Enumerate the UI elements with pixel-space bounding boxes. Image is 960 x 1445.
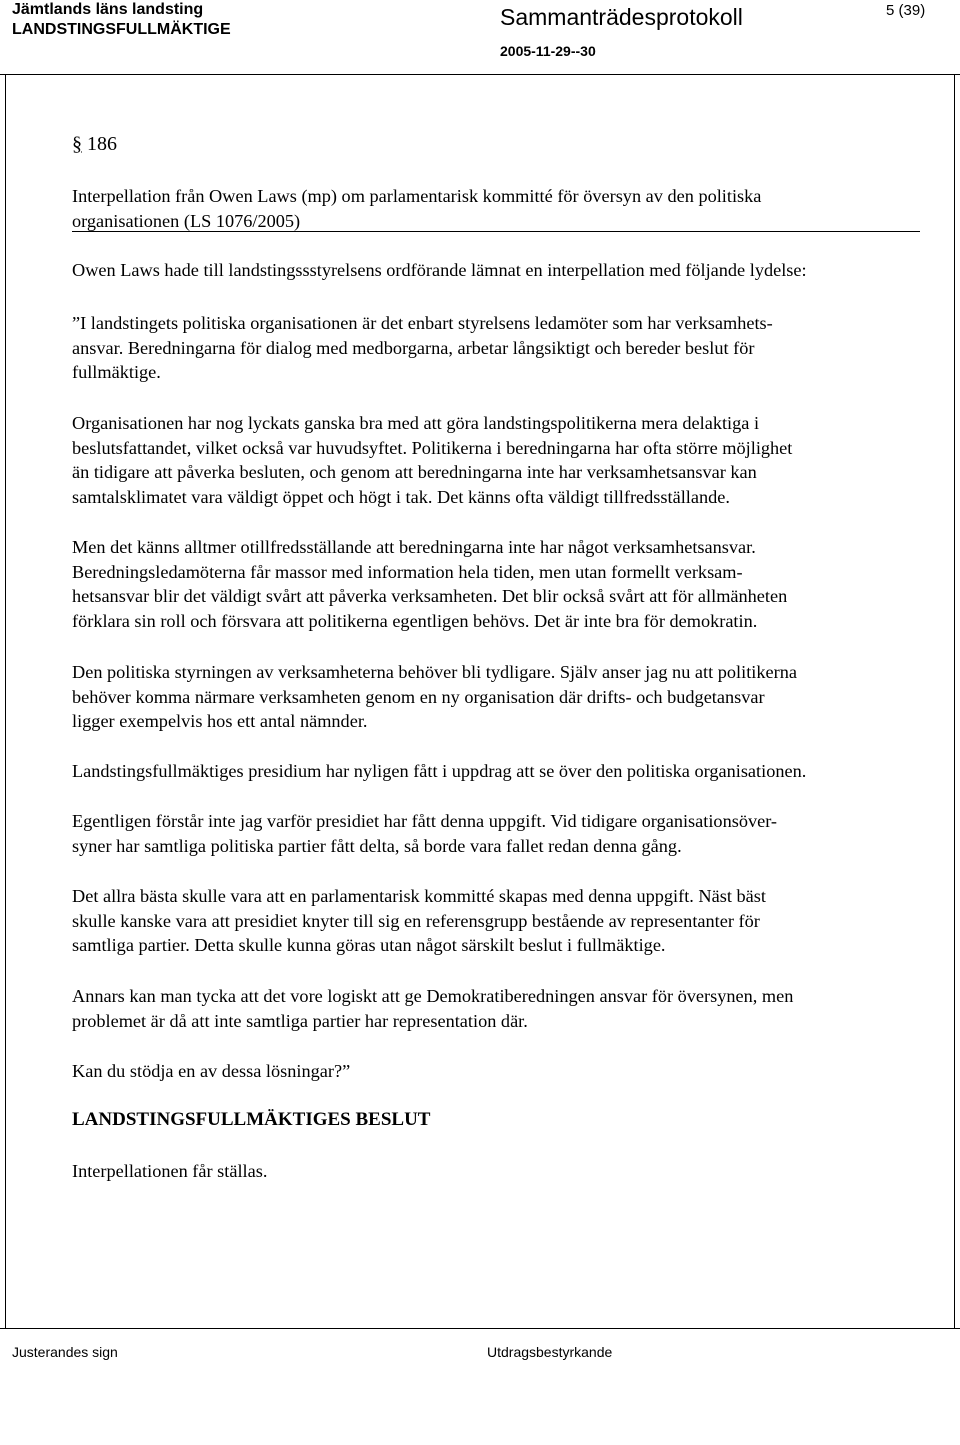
paragraph-line: Annars kan man tycka att det vore logiskt att ge Demokratiberedningen ansvar för översynen, men [72,986,794,1006]
paragraph-line: samtalsklimatet vara väldigt öppet och högt i tak. Det känns ofta väldigt tillfredsställande. [72,486,730,507]
paragraph-steering [72,660,940,734]
paragraph-quote-start [72,311,940,385]
item-title-line2: organisationen (LS 1076/2005) [72,210,301,231]
paragraph-sign: § [72,133,82,155]
footer-rule [0,1328,960,1329]
paragraph-line: förklara sin roll och försvara att politikerna egentligen behövs. Det är inte bra för demokratin. [72,610,758,631]
page-header [0,0,960,78]
paragraph-line: Men det känns alltmer otillfredsställande att beredningarna inte har något verksamhetsansvar. [72,537,756,557]
paragraph-line: hetsansvar blir det väldigt svårt att påverka verksamheten. Det blir också svårt att för allmänheten [72,586,788,607]
paragraph-line: ligger exempelvis hos ett antal nämnder. [72,711,368,732]
paragraph-alternative [72,984,940,1033]
frame-right-border [954,74,955,1328]
paragraph-line: syner har samtliga politiska partier fått delta, så borde vara fallet redan denna gång. [72,835,682,856]
paragraph-why-presidium [72,809,940,858]
paragraph-line: beslutsfattandet, vilket också var huvudsyftet. Politikerna i beredningarna har ofta större möjlighet [72,437,793,458]
paragraph-line: ”I landstingets politiska organisationen är det enbart styrelsens ledamöter som har verksamhets- [72,313,773,333]
document-title: Sammanträdesprotokoll [500,4,743,30]
organization-body: LANDSTINGSFULLMÄKTIGE [12,21,231,38]
paragraph-line: ansvar. Beredningarna för dialog med medborgarna, arbetar långsiktigt och bereder beslut för [72,337,755,358]
frame-left-border [5,74,6,1328]
page-number: 5 (39) [886,2,926,19]
title-underline [72,231,920,232]
paragraph-dissatisfaction [72,535,940,633]
footer-certification-label: Utdragsbestyrkande [487,1344,613,1360]
paragraph-organisation [72,411,940,509]
meeting-date: 2005-11-29--30 [500,43,596,59]
decision-heading [72,1108,940,1133]
paragraph-line: Den politiska styrningen av verksamheterna behöver bli tydligare. Själv anser jag nu att politikerna [72,662,797,682]
paragraph-committee [72,884,940,958]
decision-text [72,1159,940,1184]
section-number [72,132,940,157]
footer-signature-label: Justerandes sign [12,1344,118,1360]
paragraph-line: Owen Laws hade till landstingssstyrelsens ordförande lämnat en interpellation med följande lydelse: [72,260,807,280]
paragraph-line: problemet är då att inte samtliga partier har representation där. [72,1010,528,1031]
decision-heading-text: LANDSTINGSFULLMÄKTIGES BESLUT [72,1109,431,1130]
decision-text-line: Interpellationen får ställas. [72,1161,268,1181]
header-rule [0,74,960,75]
paragraph-line: Kan du stödja en av dessa lösningar?” [72,1061,351,1081]
paragraph-presidium [72,759,952,784]
paragraph-line: skulle kanske vara att presidiet knyter till sig en referensgrupp bestående av representanter för [72,910,760,931]
paragraph-line: Det allra bästa skulle vara att en parlamentarisk kommitté skapas med denna uppgift. Näst bäst [72,886,766,906]
organization-name: Jämtlands läns landsting [12,1,204,18]
section-number-value: 186 [87,133,117,155]
paragraph-line: Egentligen förstår inte jag varför presidiet har fått denna uppgift. Vid tidigare organisationsöver- [72,811,778,831]
paragraph-line: fullmäktige. [72,362,161,383]
paragraph-intro [72,258,940,283]
paragraph-question [72,1059,940,1084]
paragraph-line: samtliga partier. Detta skulle kunna göras utan något särskilt beslut i fullmäktige. [72,935,666,956]
paragraph-line: än tidigare att påverka besluten, och genom att beredningarna inte har verksamhetsansvar kan [72,462,757,483]
item-title [72,184,940,233]
paragraph-line: behöver komma närmare verksamheten genom en ny organisation där drifts- och budgetansvar [72,686,765,707]
paragraph-line: Beredningsledamöterna får massor med information hela tiden, men utan formellt verksam- [72,561,743,582]
paragraph-line: Organisationen har nog lyckats ganska bra med att göra landstingspolitikerna mera delaktiga i [72,413,760,433]
item-title-line1: Interpellation från Owen Laws (mp) om parlamentarisk kommitté för översyn av den politiska [72,186,762,206]
paragraph-line: Landstingsfullmäktiges presidium har nyligen fått i uppdrag att se över den politiska organisationen. [72,761,807,781]
